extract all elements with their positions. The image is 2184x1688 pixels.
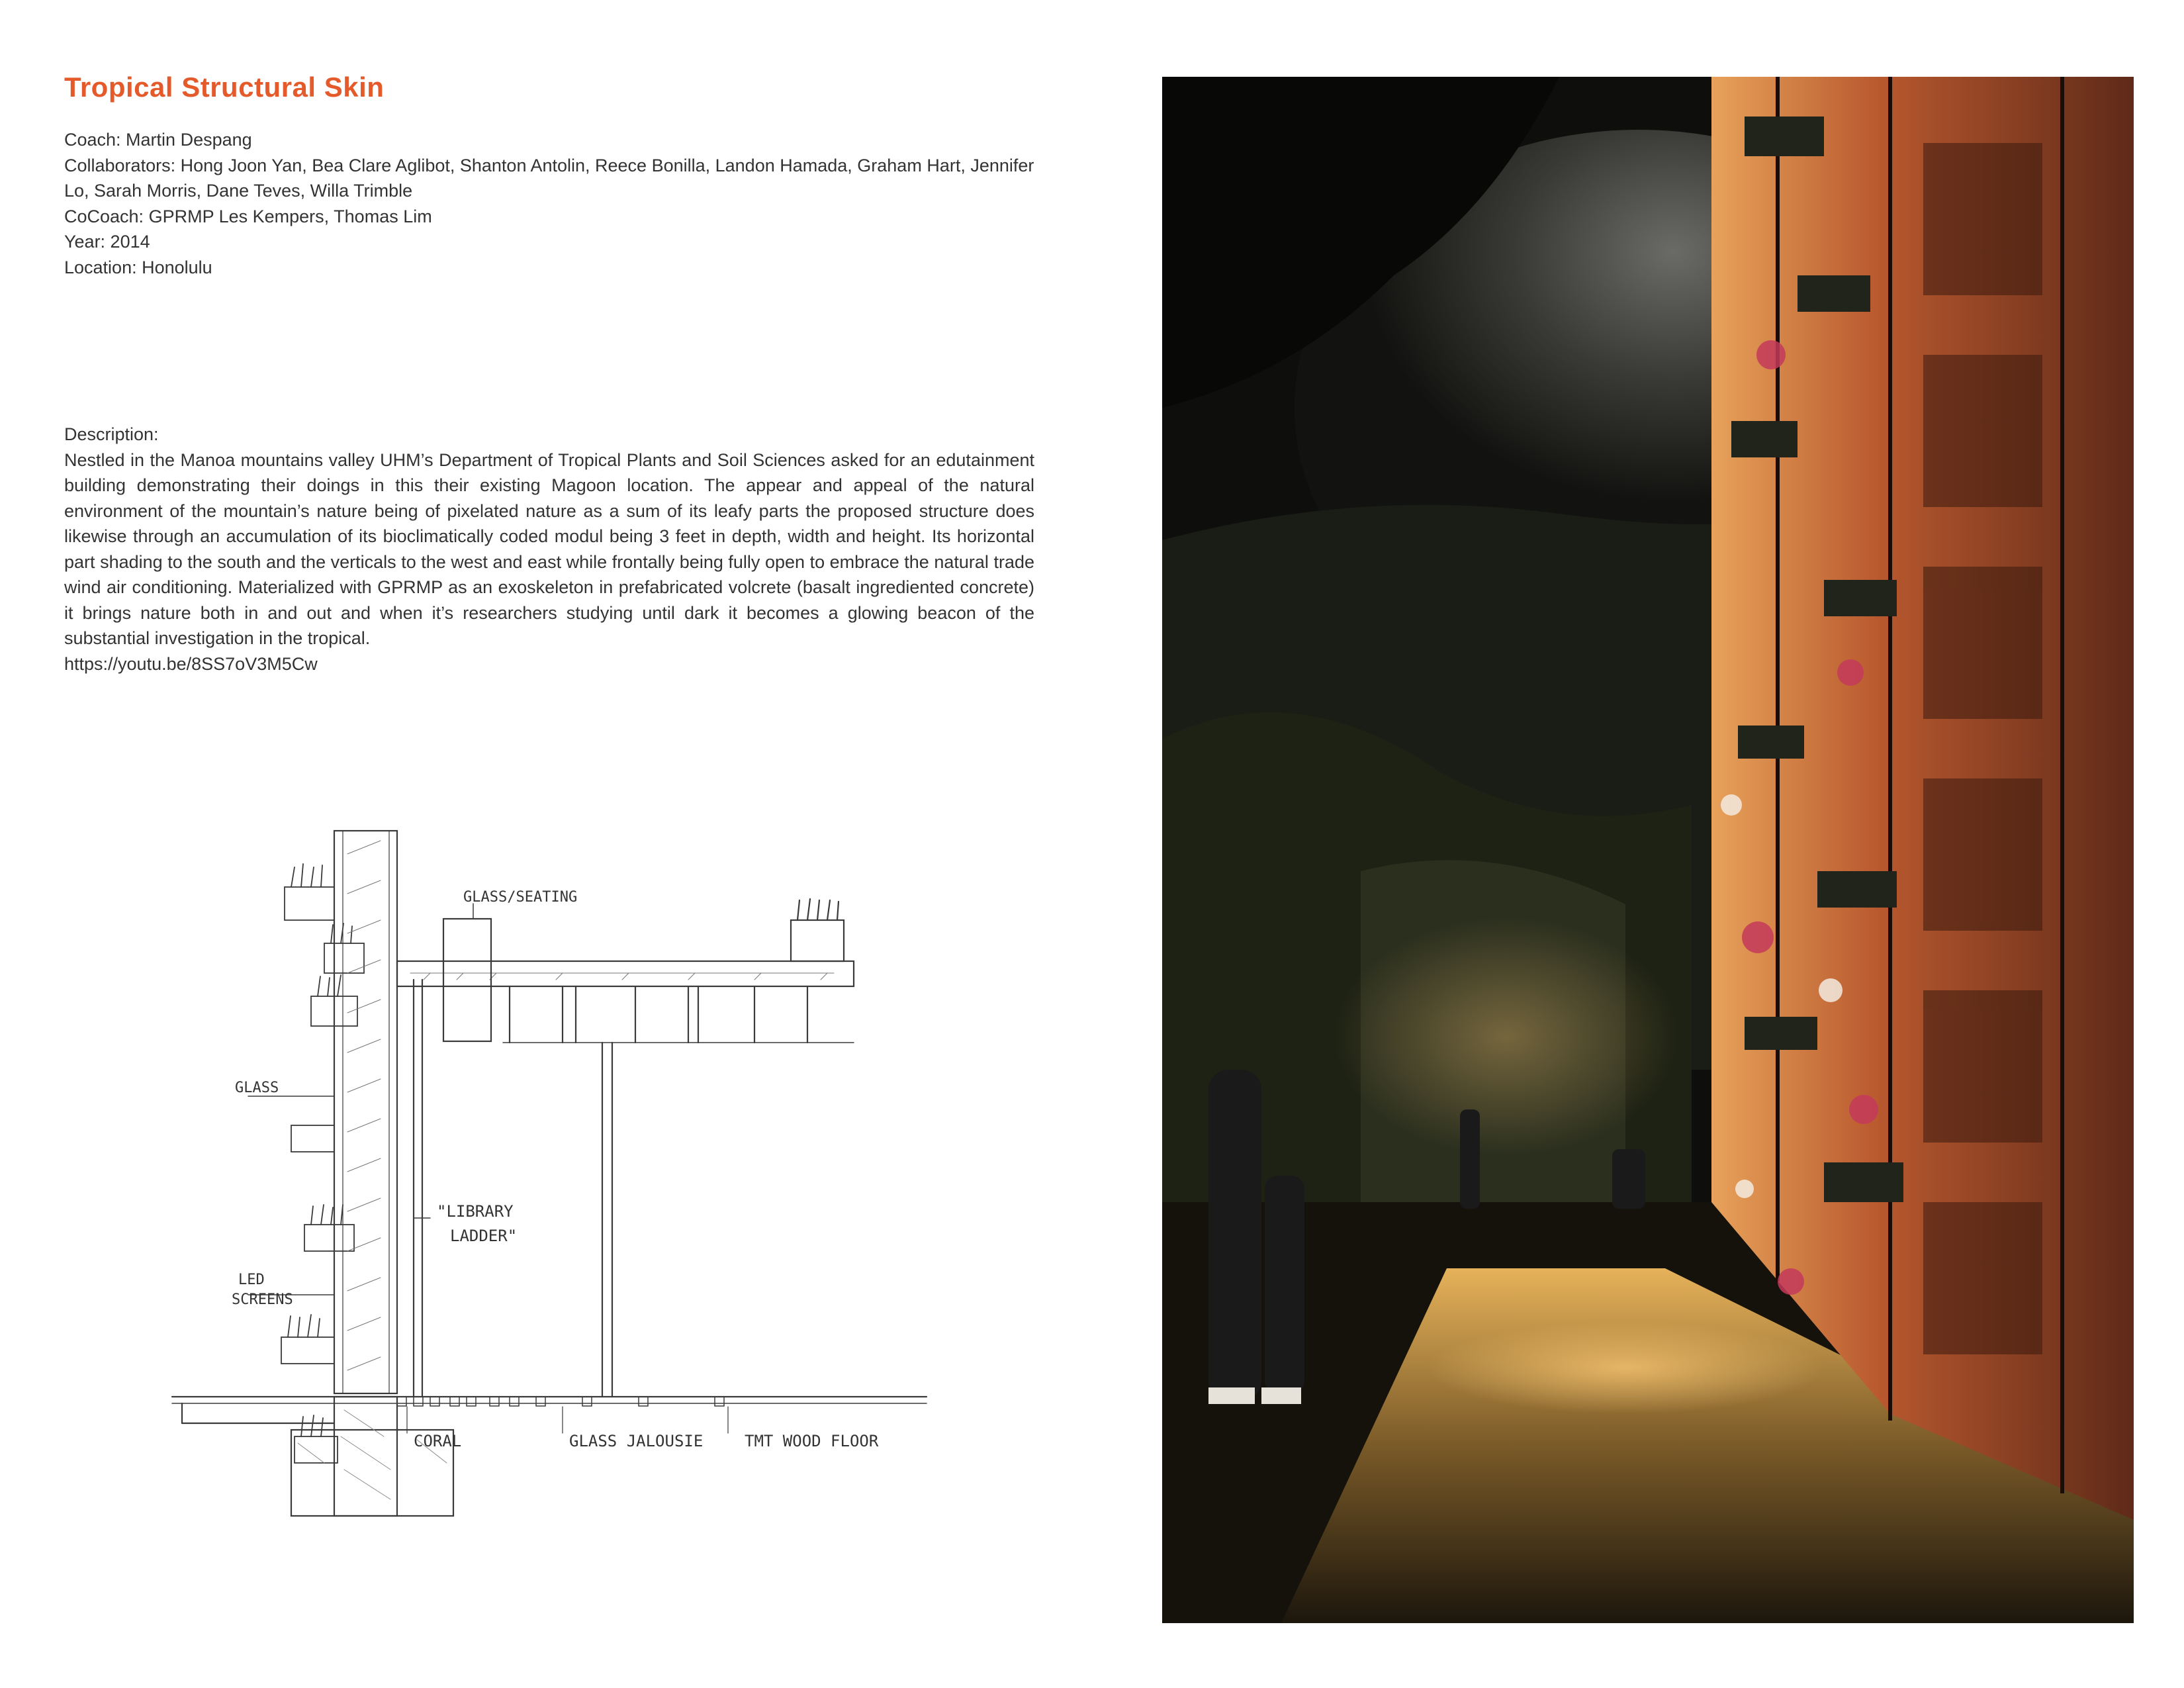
description-block — [64, 422, 1034, 677]
location-line: Location: Honolulu — [64, 257, 212, 277]
collaborators-line: Collaborators: Hong Joon Yan, Bea Clare Aglibot, Shanton Antolin, Reece Bonilla, Landon Hamada, Graham Hart, Jennifer Lo, Sarah Morris, Dane Teves, Willa Trimble — [64, 155, 1034, 201]
label-ladder: LADDER" — [450, 1227, 518, 1245]
label-led: LED — [238, 1272, 265, 1288]
cocoach-line: CoCoach: GPRMP Les Kempers, Thomas Lim — [64, 206, 432, 226]
night-rendering — [1162, 77, 2134, 1623]
coach-line: Coach: Martin Despang — [64, 130, 252, 150]
label-coral: CORAL — [414, 1432, 462, 1450]
label-glass-seating: GLASS/SEATING — [463, 889, 578, 906]
project-meta — [64, 127, 1037, 280]
label-glass: GLASS — [235, 1080, 279, 1096]
page-title: Tropical Structural Skin — [64, 71, 385, 103]
year-line: Year: 2014 — [64, 232, 150, 252]
description-heading: Description: — [64, 424, 159, 444]
label-glass-jalousie: GLASS JALOUSIE — [569, 1432, 704, 1450]
description-body: Nestled in the Manoa mountains valley UHM’s Department of Tropical Plants and Soil Sciences asked for an edutainment building demonstrating their doings in this their existing Magoon location. The appear and appeal of the natural environment of the mountain’s nature being of pixelated nature as a sum of its leafy parts the proposed structure does likewise through an accumulation of its bioclimatically coded modul being 3 feet in depth, width and height. Its horizontal part shading to the south and the verticals to the west and east while frontally being fully open to embrace the natural trade wind air conditioning. Materialized with GPRMP as an exoskeleton in prefabricated volcrete (basalt ingrediented concrete) it brings nature both in and out and when it’s researchers studying until dark it becomes a glowing beacon of the substantial investigation in the tropical. — [64, 449, 1034, 648]
video-link[interactable]: https://youtu.be/8SS7oV3M5Cw — [64, 653, 318, 674]
label-wood-floor: TMT WOOD FLOOR — [745, 1432, 879, 1450]
label-screens: SCREENS — [232, 1291, 293, 1308]
section-sketch — [159, 814, 940, 1529]
label-library: "LIBRARY — [437, 1202, 514, 1221]
